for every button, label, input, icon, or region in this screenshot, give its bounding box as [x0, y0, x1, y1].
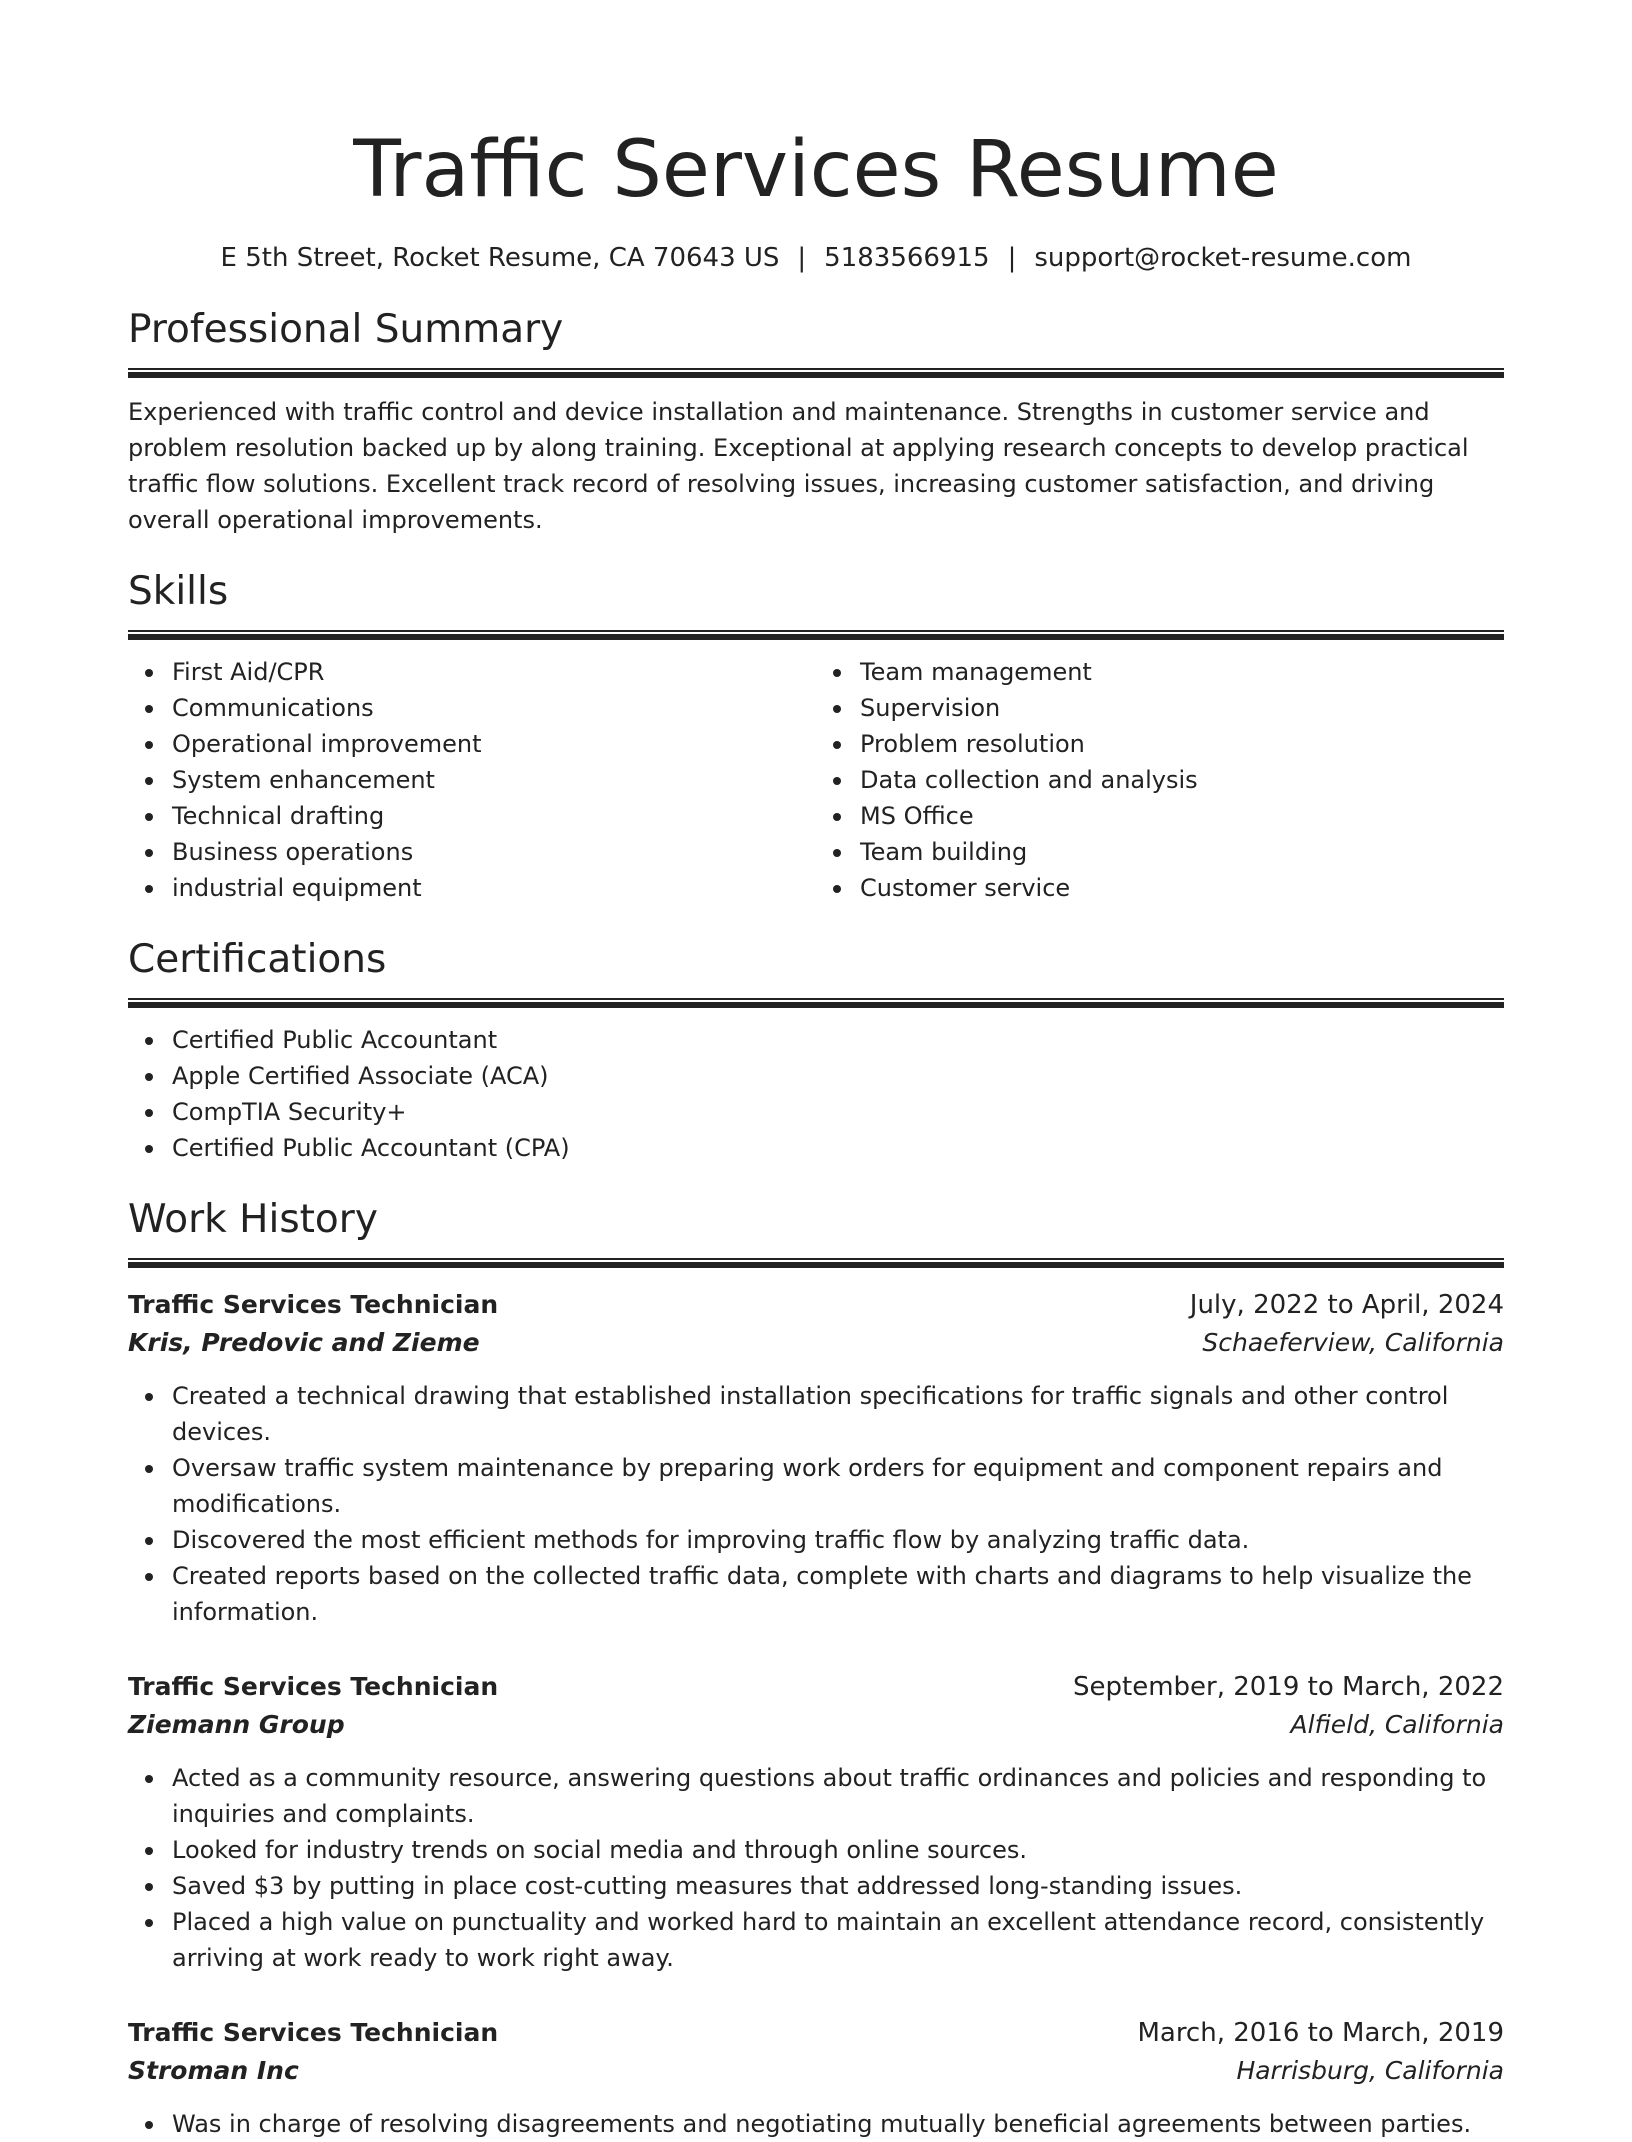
- job-duty-item: Discovered the most efficient methods for improving traffic flow by analyzing traffic data.: [172, 1522, 1504, 1558]
- certifications-list: [128, 1022, 1504, 1166]
- skill-item: First Aid/CPR: [172, 654, 816, 690]
- section-divider: [128, 368, 1504, 378]
- work-history-heading: Work History: [128, 1197, 378, 1242]
- job-duties-list: [128, 1378, 1504, 1630]
- job-duty-item: Created a technical drawing that established installation specifications for traffic signals and other control devices.: [172, 1378, 1504, 1450]
- contact-address: E 5th Street, Rocket Resume, CA 70643 US: [220, 243, 780, 273]
- section-divider: [128, 1258, 1504, 1268]
- skill-item: Team building: [860, 834, 1504, 870]
- job-title: Traffic Services Technician: [128, 2018, 499, 2047]
- section-divider: [128, 630, 1504, 640]
- job-location: Schaeferview, California: [1202, 1328, 1504, 1357]
- job-duties-list: [128, 1760, 1504, 1976]
- skill-item: System enhancement: [172, 762, 816, 798]
- job-title: Traffic Services Technician: [128, 1672, 499, 1701]
- certification-item: Apple Certified Associate (ACA): [172, 1058, 1504, 1094]
- job-dates: September, 2019 to March, 2022: [1073, 1672, 1504, 1702]
- job-dates: March, 2016 to March, 2019: [1137, 2018, 1504, 2048]
- summary-heading: Professional Summary: [128, 307, 564, 352]
- skills-right-list: [816, 654, 1504, 906]
- job-company: Kris, Predovic and Zieme: [128, 1328, 480, 1357]
- section-divider: [128, 998, 1504, 1008]
- job-header-row: [128, 2014, 1504, 2052]
- job-duty-item: Placed a high value on punctuality and worked hard to maintain an excellent attendance record, consistently arriving at work ready to work right away.: [172, 1904, 1504, 1976]
- skills-section: [128, 566, 1504, 906]
- job-header-row: [128, 1286, 1504, 1324]
- job-location: Harrisburg, California: [1236, 2056, 1504, 2085]
- skill-item: Operational improvement: [172, 726, 816, 762]
- certification-item: CompTIA Security+: [172, 1094, 1504, 1130]
- skills-right-column: [816, 654, 1504, 906]
- job-duty-item: Looked for industry trends on social media and through online sources.: [172, 1832, 1504, 1868]
- job-entry: [128, 2014, 1504, 2142]
- summary-section: [128, 304, 1504, 538]
- resume-title: Traffic Services Resume: [353, 125, 1279, 215]
- skill-item: MS Office: [860, 798, 1504, 834]
- certification-item: Certified Public Accountant: [172, 1022, 1504, 1058]
- job-location: Alfield, California: [1290, 1710, 1504, 1739]
- skill-item: Team management: [860, 654, 1504, 690]
- skill-item: Business operations: [172, 834, 816, 870]
- contact-line: [128, 240, 1504, 276]
- skill-item: Problem resolution: [860, 726, 1504, 762]
- job-entry: [128, 1668, 1504, 1976]
- skills-columns: [128, 654, 1504, 906]
- job-entry: [128, 1286, 1504, 1630]
- job-company: Ziemann Group: [128, 1710, 345, 1739]
- job-header-row: [128, 1668, 1504, 1706]
- work-history-section: [128, 1194, 1504, 2142]
- skill-item: Data collection and analysis: [860, 762, 1504, 798]
- job-company-row: [128, 1706, 1504, 1744]
- job-company-row: [128, 1324, 1504, 1362]
- certifications-section: [128, 934, 1504, 1166]
- job-duties-list: [128, 2106, 1504, 2142]
- skills-left-list: [128, 654, 816, 906]
- contact-email: support@rocket-resume.com: [1034, 243, 1412, 273]
- skill-item: Communications: [172, 690, 816, 726]
- job-title: Traffic Services Technician: [128, 1290, 499, 1319]
- job-duty-item: Oversaw traffic system maintenance by preparing work orders for equipment and component repairs and modifications.: [172, 1450, 1504, 1522]
- job-company: Stroman Inc: [128, 2056, 299, 2085]
- job-duty-item: Acted as a community resource, answering questions about traffic ordinances and policies and responding to inquiries and complaints.: [172, 1760, 1504, 1832]
- certification-item: Certified Public Accountant (CPA): [172, 1130, 1504, 1166]
- skill-item: Technical drafting: [172, 798, 816, 834]
- contact-separator: |: [1007, 243, 1017, 273]
- job-duty-item: Saved $3 by putting in place cost-cutting measures that addressed long-standing issues.: [172, 1868, 1504, 1904]
- contact-phone: 5183566915: [824, 243, 990, 273]
- skill-item: industrial equipment: [172, 870, 816, 906]
- job-duty-item: Created reports based on the collected traffic data, complete with charts and diagrams to help visualize the information.: [172, 1558, 1504, 1630]
- summary-text: Experienced with traffic control and device installation and maintenance. Strengths in customer service and problem resolution backed up by along training. Exceptional at applying research concepts to develop practical traffic flow solutions. Excellent track record of resolving issues, increasing customer satisfaction, and driving overall operational improvements.: [128, 398, 1469, 534]
- skill-item: Customer service: [860, 870, 1504, 906]
- skills-left-column: [128, 654, 816, 906]
- certifications-heading: Certifications: [128, 937, 387, 982]
- skills-heading: Skills: [128, 569, 229, 614]
- job-dates: July, 2022 to April, 2024: [1189, 1290, 1504, 1320]
- contact-separator: |: [797, 243, 807, 273]
- job-duty-item: Was in charge of resolving disagreements and negotiating mutually beneficial agreements between parties.: [172, 2106, 1504, 2142]
- job-company-row: [128, 2052, 1504, 2090]
- skill-item: Supervision: [860, 690, 1504, 726]
